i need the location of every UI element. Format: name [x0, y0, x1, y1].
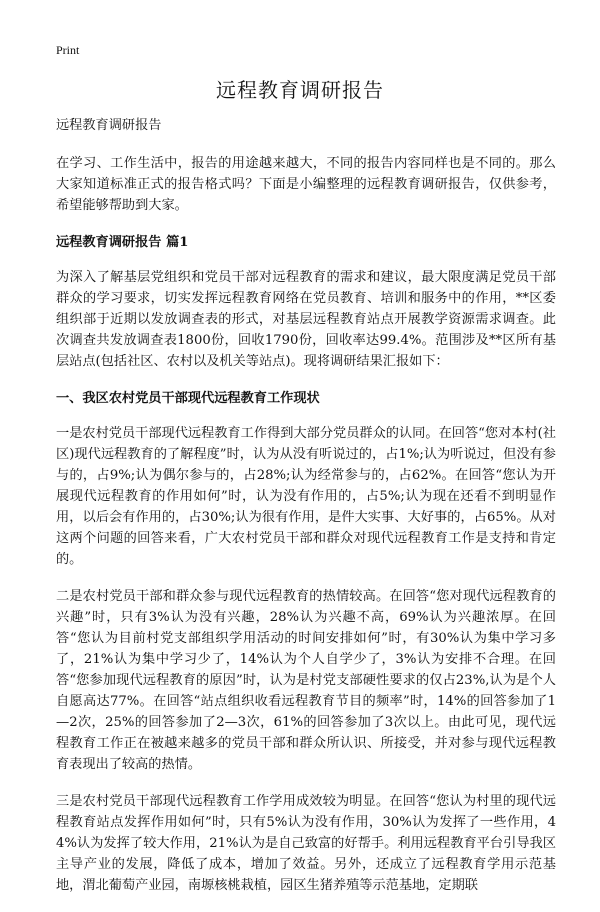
- document-body: [56, 115, 556, 912]
- paragraph-3: 二是农村党员干部和群众参与现代远程教育的热情较高。在回答“您对现代远程教育的兴趣”时，只有3%认为没有兴趣，28%认为兴趣不高，69%认为兴趣浓厚。在回答“您认为目前村党支部组织学用活动的时间安排如何”时，有30%认为集中学习多了，21%认为集中学习少了，14%认为个人自学少了，3%认为安排不合理。在回答“您参加现代远程教育的原因”时，认为是村党支部硬性要求的仅占23%,认为是个人自愿高达77%。在回答“站点组织收看远程教育节目的频率”时，14%的回答参加了1—2次，25%的回答参加了2—3次，61%的回答参加了3次以上。由此可见，现代远程教育工作正在被越来越多的党员干部和群众所认识、所接受，并对参与现代远程教育表现出了较高的热情。: [56, 589, 556, 772]
- intro-paragraph: 在学习、工作生活中，报告的用途越来越大，不同的报告内容同样也是不同的。那么大家知道标准正式的报告格式吗？下面是小编整理的远程教育调研报告，仅供参考，希望能够帮助到大家。: [56, 156, 556, 213]
- print-link[interactable]: Print: [56, 43, 80, 57]
- page-title: 远程教育调研报告: [216, 78, 384, 102]
- paragraph-2: 一是农村党员干部现代远程教育工作得到大部分党员群众的认同。在回答“您对本村(社区)现代远程教育的了解程度”时，认为从没有听说过的，占1%;认为听说过，但没有参与的，占9%;认为偶尔参与的，占28%;认为经常参与的，占62%。在回答“您认为开展现代远程教育的作用如何”时，认为没有作用的，占5%;认为现在还看不到明显作用，以后会有作用的，占30%;认为很有作用，是件大实事、大好事的，占65%。从对这两个问题的回答来看，广大农村党员干部和群众对现代远程教育工作是支持和肯定的。: [56, 426, 556, 567]
- paragraph-1: 为深入了解基层党组织和党员干部对远程教育的需求和建议，最大限度满足党员干部群众的学习要求，切实发挥远程教育网络在党员教育、培训和服务中的作用，**区委组织部于近期以发放调查表的形式，对基层远程教育站点开展教学资源需求调查。此次调查共发放调查表1800份，回收1790份，回收率达99.4%。范围涉及**区所有基层站点(包括社区、农村以及机关等站点)。现将调研结果汇报如下：: [56, 270, 556, 369]
- paragraph-4: 三是农村党员干部现代远程教育工作学用成效较为明显。在回答“您认为村里的现代远程教育站点发挥作用如何”时，只有5%认为没有作用，30%认为发挥了一些作用，44%认为发挥了较大作用，21%认为是自己致富的好帮手。利用远程教育平台引导我区主导产业的发展，降低了成本，增加了效益。另外，还成立了远程教育学用示范基地，渭北葡萄产业园，南塬核桃栽植，园区生猪养殖等示范基地，定期联: [56, 794, 556, 893]
- article-heading: 远程教育调研报告 篇1: [56, 235, 189, 250]
- section-1-heading: 一、我区农村党员干部现代远程教育工作现状: [56, 391, 320, 406]
- document-subtitle: 远程教育调研报告: [56, 118, 162, 133]
